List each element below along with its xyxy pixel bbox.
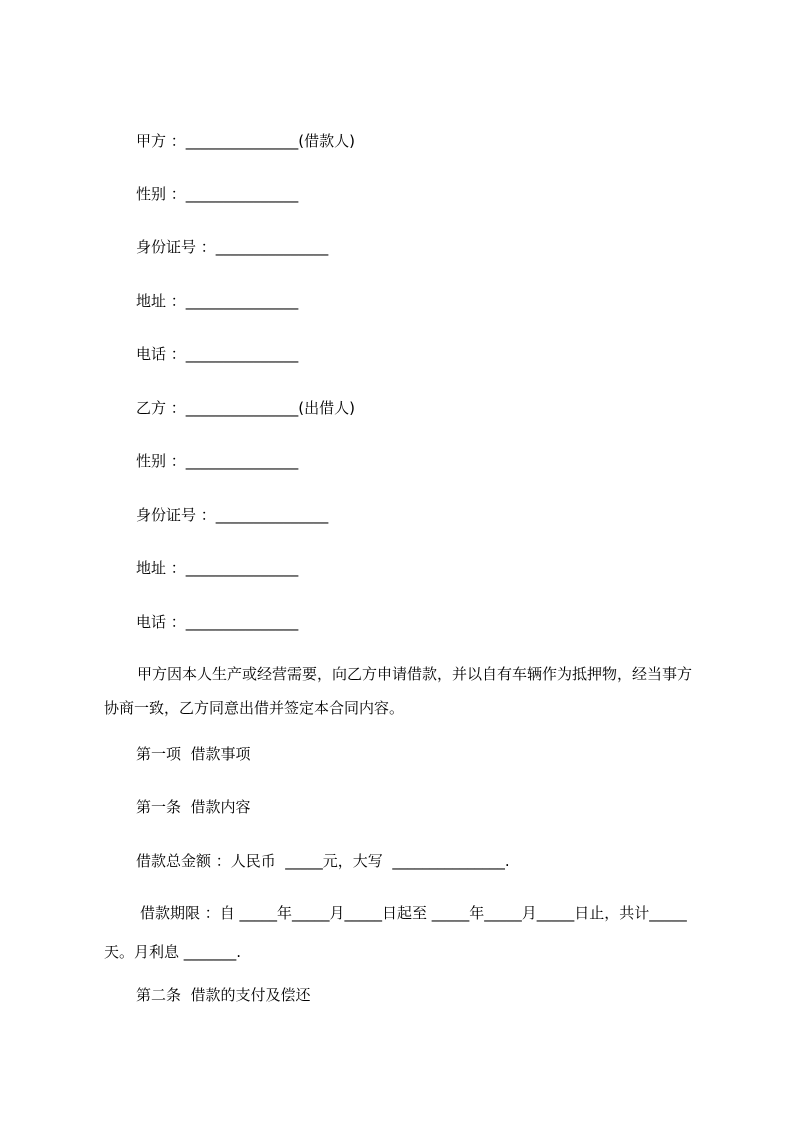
party-b-gender-line: 性别 ：_______________ [136, 452, 299, 470]
loan-term-paragraph: 借款期限 ：自 _____年_____月_____日起至 _____年_____月_____日止，共计_____天。月利息 _______. [104, 904, 687, 961]
intro-paragraph: 甲方因本人生产或经营需要，向乙方申请借款，并以自有车辆作为抵押物，经当事方协商一致，乙方同意出借并签定本合同内容。 [104, 665, 693, 717]
party-a-address-line: 地址 ：_______________ [136, 292, 299, 310]
party-a-gender-line: 性别 ：_______________ [136, 185, 299, 203]
article-2-title: 第二条 借款的支付及偿还 [136, 986, 311, 1004]
party-a-phone-line: 电话 ：_______________ [136, 345, 299, 363]
party-b-name-line: 乙方 ：_______________(出借人) [136, 399, 355, 417]
loan-amount-line: 借款总金额 ：人民币 _____元，大写 _______________. [136, 852, 510, 870]
party-b-address-line: 地址 ：_______________ [136, 559, 299, 577]
section-1-title: 第一项 借款事项 [136, 745, 251, 763]
party-b-phone-line: 电话 ：_______________ [136, 613, 299, 631]
article-1-title: 第一条 借款内容 [136, 798, 251, 816]
party-a-name-line: 甲方 ：_______________(借款人) [136, 132, 355, 150]
party-b-id-line: 身份证号 ：_______________ [136, 506, 329, 524]
party-a-id-line: 身份证号 ：_______________ [136, 238, 329, 256]
